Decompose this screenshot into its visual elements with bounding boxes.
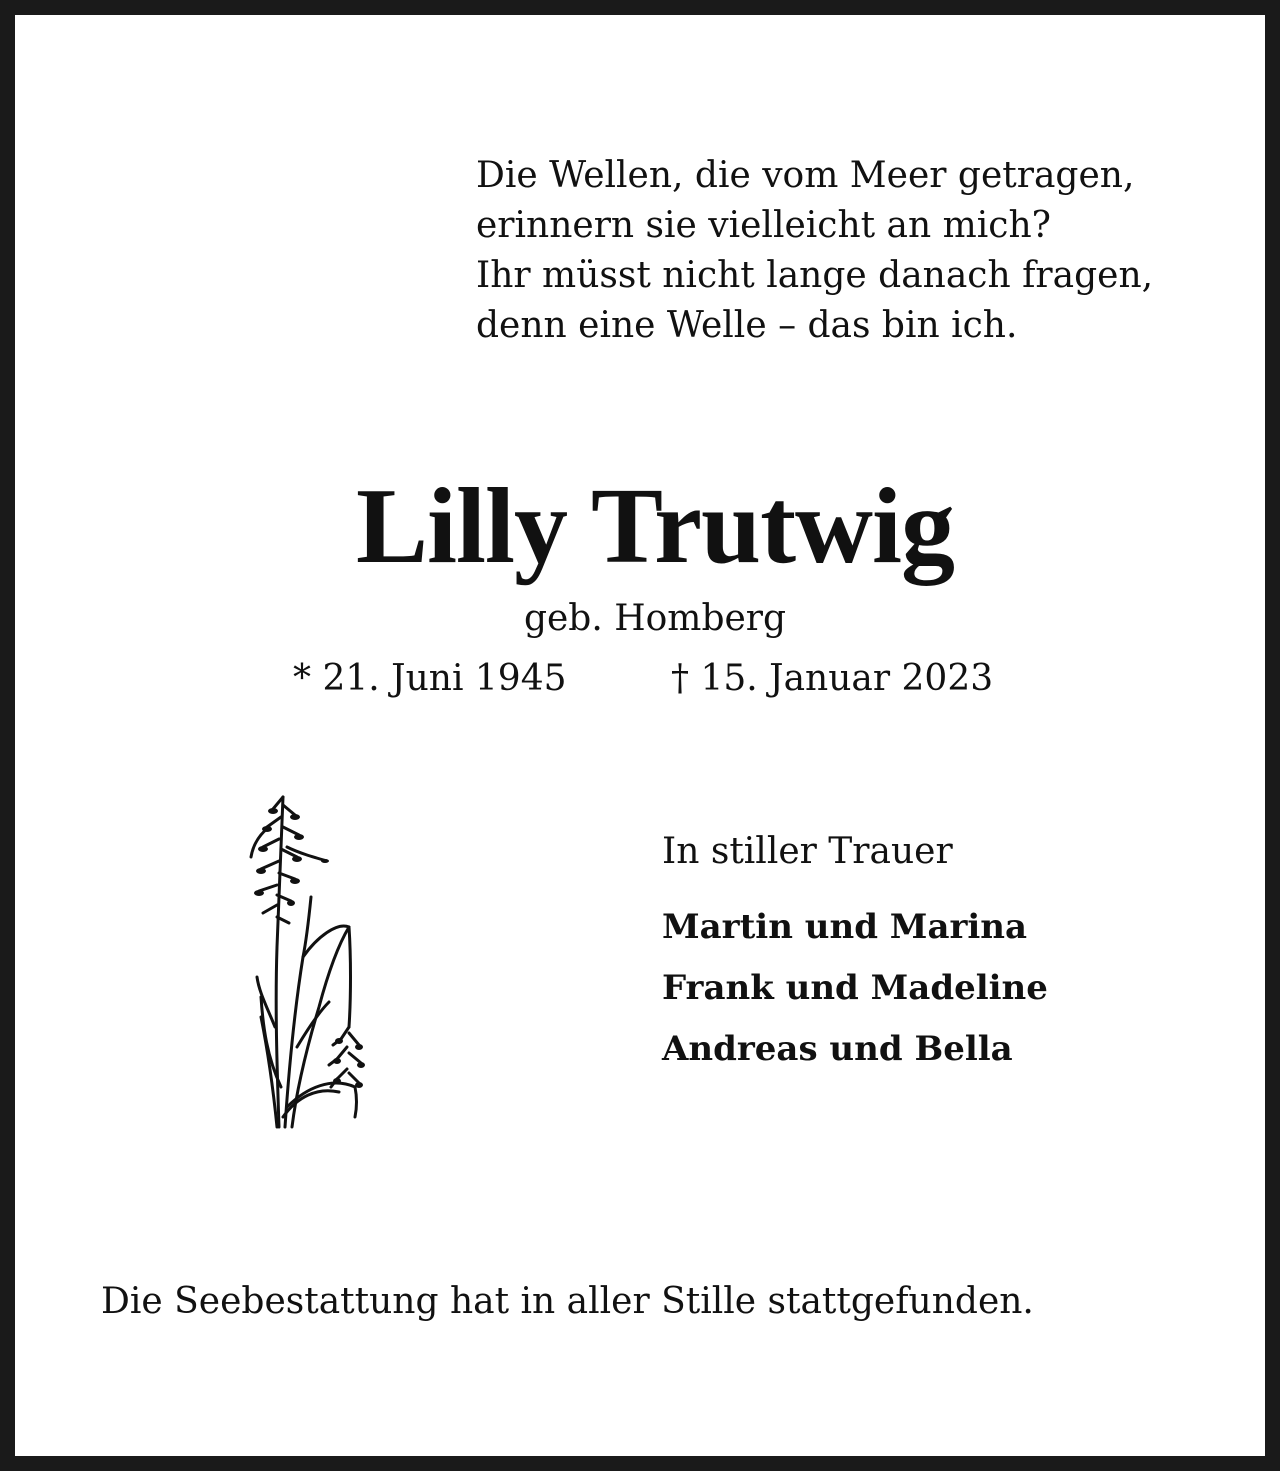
mourner: Frank und Madeline — [662, 968, 1048, 1008]
maiden-name: geb. Homberg — [523, 598, 787, 639]
mourning-intro: In stiller Trauer — [662, 831, 953, 872]
poem-line: denn eine Welle – das bin ich. — [476, 305, 1018, 346]
death-date: † 15. Januar 2023 — [671, 658, 994, 699]
burial-note: Die Seebestattung hat in aller Stille stattgefunden. — [101, 1281, 1034, 1322]
mourners-list — [662, 897, 1048, 1080]
birth-date: * 21. Juni 1945 — [293, 658, 567, 699]
deceased-name: Lilly Trutwig — [355, 467, 955, 586]
poem — [476, 151, 1256, 351]
grass-icon — [237, 787, 377, 1137]
poem-line: Ihr müsst nicht lange danach fragen, — [476, 255, 1154, 296]
poem-line: erinnern sie vielleicht an mich? — [476, 205, 1051, 246]
mourner: Andreas und Bella — [662, 1029, 1013, 1069]
poem-line: Die Wellen, die vom Meer getragen, — [476, 155, 1135, 196]
mourner: Martin und Marina — [662, 907, 1028, 947]
